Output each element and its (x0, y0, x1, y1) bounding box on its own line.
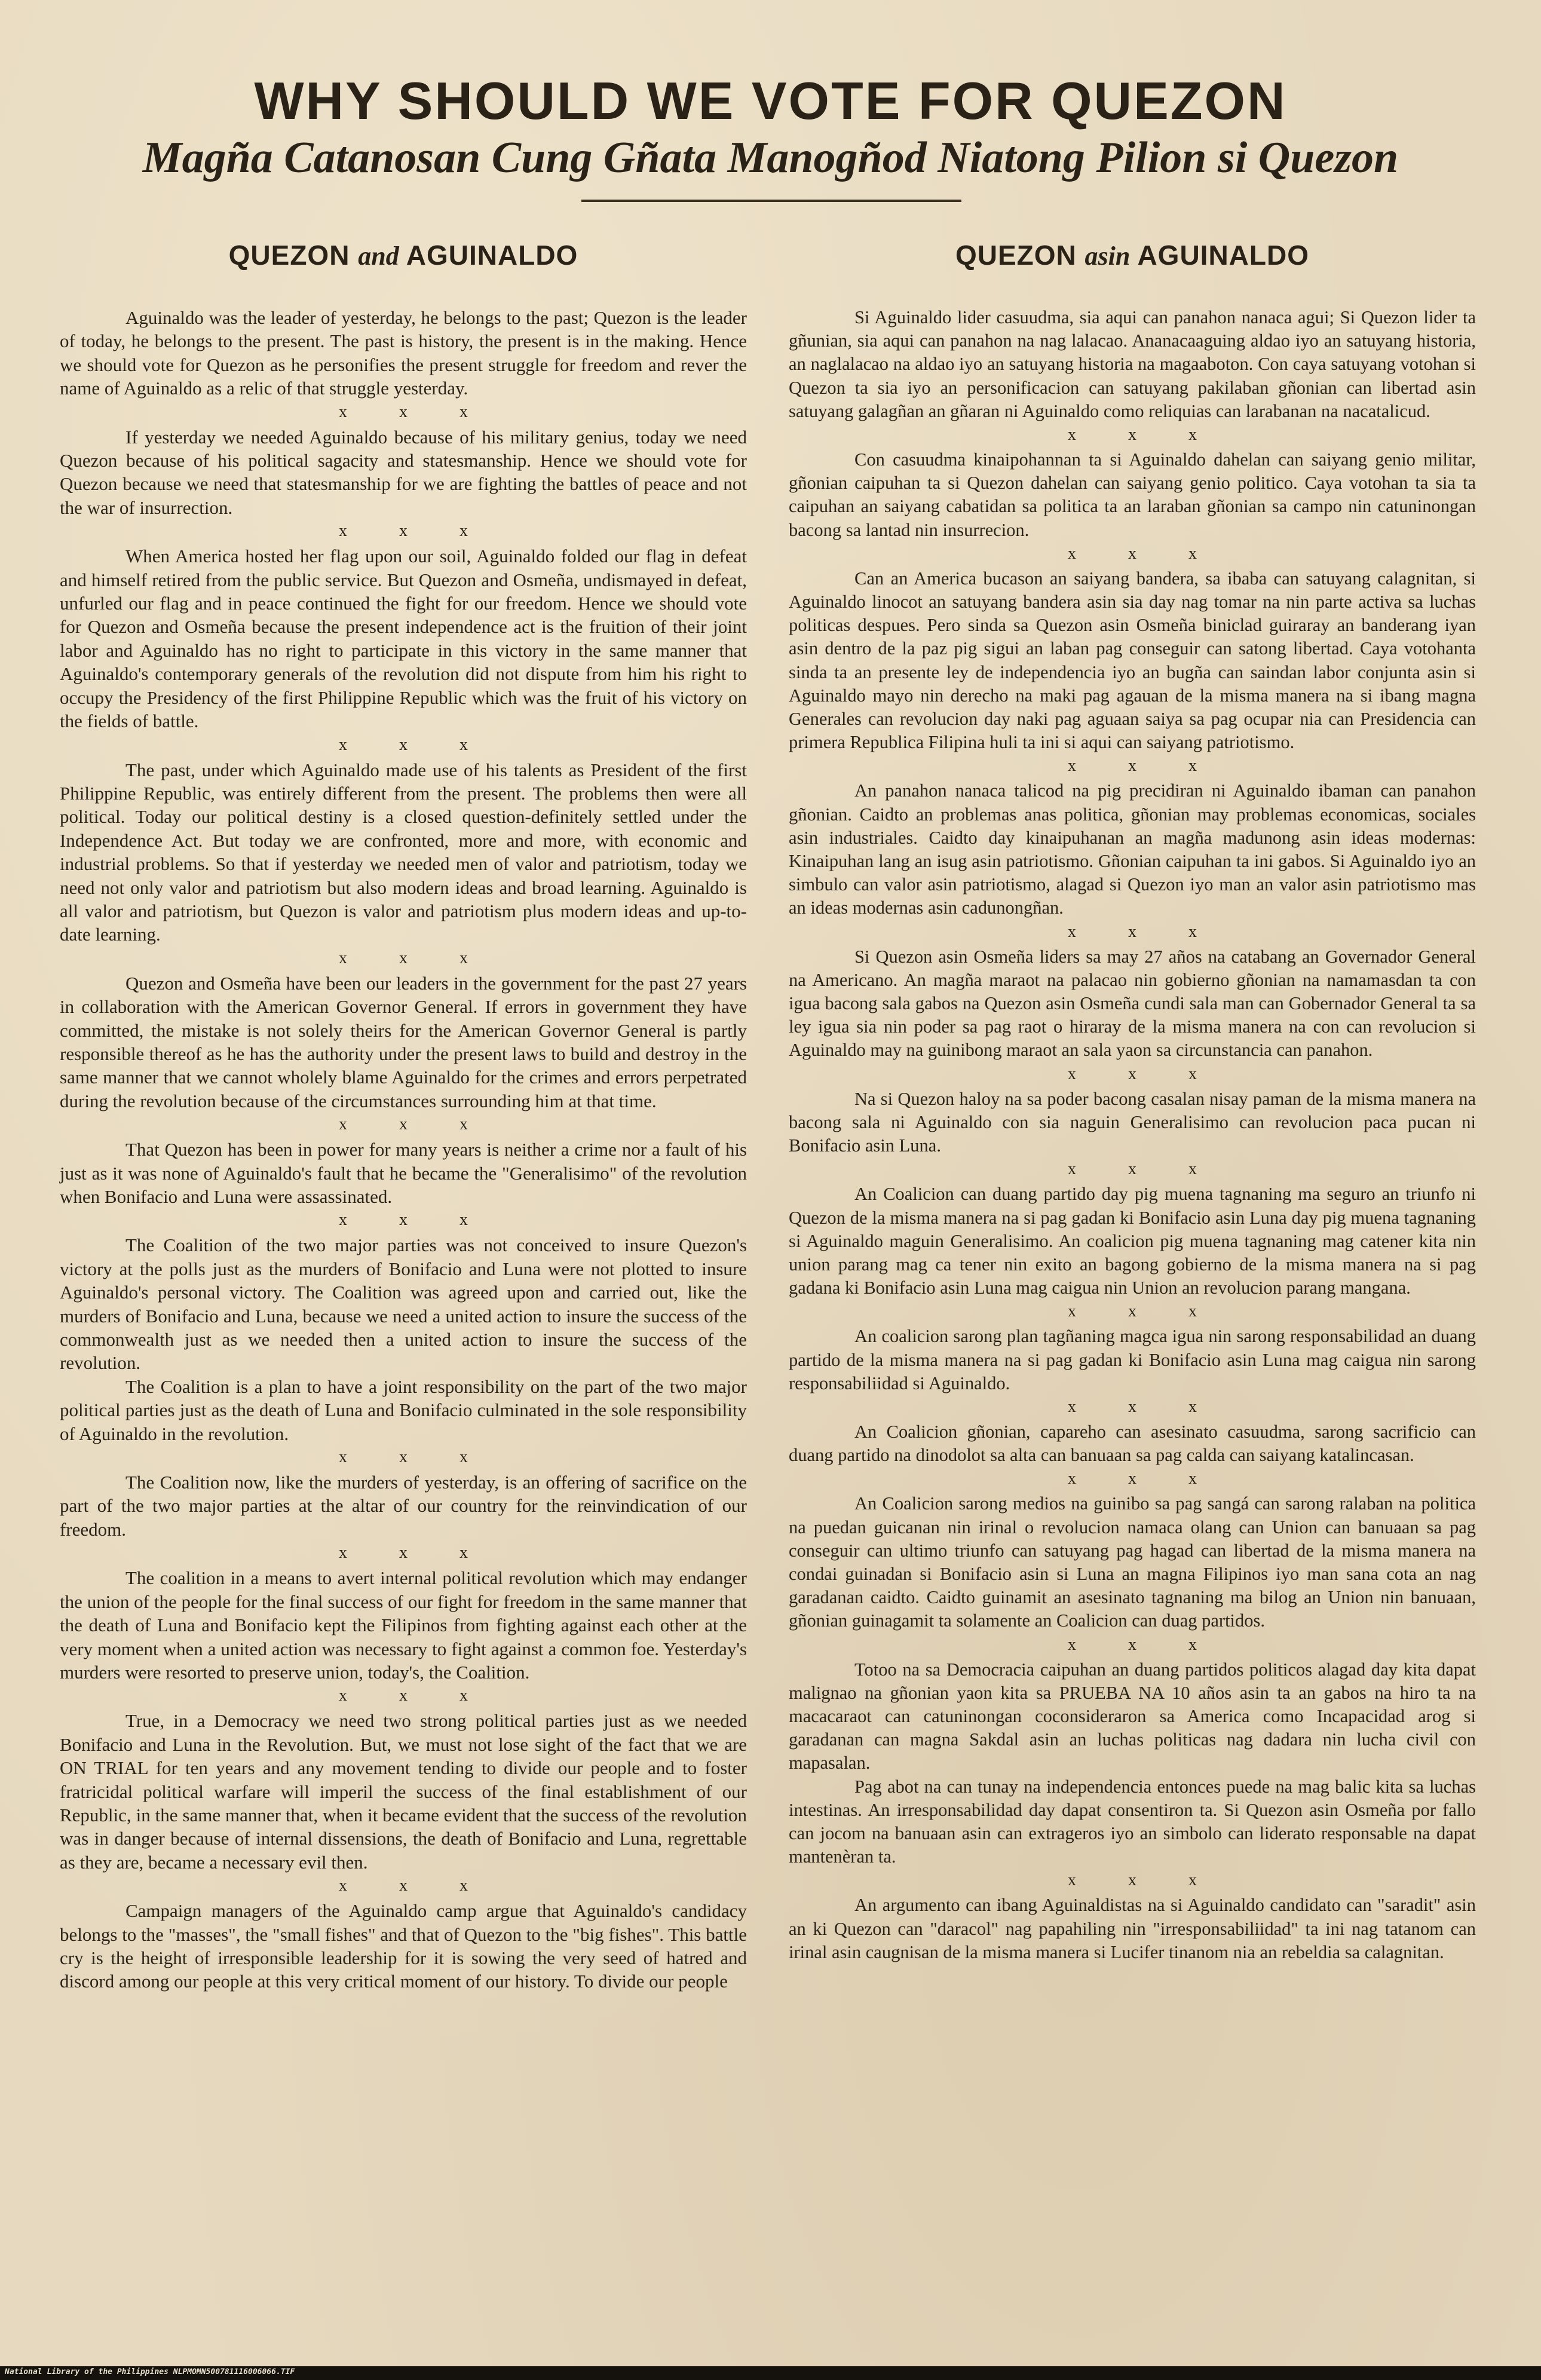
archive-footer-bar (0, 2366, 1541, 2380)
section-separator: x x x (1068, 922, 1221, 941)
section-separator: x x x (339, 1448, 492, 1467)
english-column (60, 239, 747, 1993)
page-subtitle: Magña Catanosan Cung Gñata Manogñod Niatong Pilion si Quezon (142, 133, 1399, 182)
paragraph: Si Aguinaldo lider casuudma, sia aqui can panahon nanaca agui; Si Quezon lider ta gñunian, sia aqui can panahon na nag lalacao. Ananacaaguing aldao iyo an satuyang historia, an naglalacao na aldao iyo an satuyang historia na magaaboton. Con caya satuyang votohan si Quezon ta sia iyo an personificacion can satuyang pakilaban gñonian can libertad asin satuyang galagñan an gñaran ni Aguinaldo como reliquias can larabanan na nacatalicud. (789, 307, 1476, 421)
section-separator: x x x (339, 402, 492, 421)
heading-word-quezon: QUEZON (228, 240, 350, 271)
section-separator: x x x (339, 1211, 492, 1230)
section-separator: x x x (339, 522, 492, 541)
section-separator: x x x (1068, 1064, 1221, 1083)
paragraph: Na si Quezon haloy na sa poder bacong casalan nisay paman de la misma manera na bacong sala ni Aguinaldo con sia naguin Generalisimo can revolucion paca pucan ni Bonifacio asin Luna. (789, 1088, 1476, 1156)
paragraph: If yesterday we needed Aguinaldo because of his military genius, today we need Quezon because of his political sagacity and statesmanship. Hence we should vote for Quezon because we need that statesmanship for we are fighting the battles of peace and not the war of insurrection. (60, 426, 747, 518)
section-separator: x x x (1068, 544, 1221, 563)
paragraph: An Coalicion sarong medios na guinibo sa pag sangá can sarong ralaban na politica na puedan guicanan nin irinal o revolucion namaca olang can Union can banuaan sa pag conseguir can ultimo triunfo can satuyang pag hagad can libertad de la misma manera na condai guinadan si Bonifacio asin si Luna an magna Filipinos iyo man sana cota an nag garadanan caidto. Caidto guinamit an asesinato tagnaning ma bilog an Union nin banuaan, gñonian guinagamit ta solamente an Coalicion can duag partidos. (789, 1493, 1476, 1631)
paragraph: An Coalicion can duang partido day pig muena tagnaning ma seguro an triunfo ni Quezon de la misma manera na si pag gadan ki Bonifacio asin Luna day pig muena tagnaning si Aguinaldo maguin Generalisimo. An coalicion pig muena tagnaning mag catener kita nin union parang mag ca tener nin exito an bagong gobierno de la misma manera na si pag gadana ki Bonifacio asin Luna mag caigua nin Union an revolucion parang mangana. (789, 1184, 1476, 1298)
paragraph: Quezon and Osmeña have been our leaders in the government for the past 27 years in collaboration with the American Governor General. If errors in government they have committed, the mistake is not solely theirs for the American Governor General is partly responsible thereof as he has the authority under the present laws to build and destroy in the same manner that we cannot wholely blame Aguinaldo for the crimes and errors perpetrated during the revolution because of the circumstances surrounding him at that time. (60, 972, 747, 1111)
paragraph: That Quezon has been in power for many years is neither a crime nor a fault of his just as it was none of Aguinaldo's fault that he became the "Generalisimo" of the revolution when Bonifacio and Luna were assassinated. (60, 1139, 747, 1207)
paragraph: Si Quezon asin Osmeña liders sa may 27 años na catabang an Governador General na Americano. An magña maraot na palacao nin gobierno gñonian na namamasdan ta con igua bacong sala gabos na Quezon asin Osmeña cundi sala man can Gobernador General ta sa ley igua sia nin poder sa pag raot o hiraray de la misma manera na con can revolucion si Aguinaldo may na guinibong maraot an sala yaon sa circunstancia can panahon. (789, 946, 1476, 1061)
bikol-column (789, 239, 1476, 1964)
paragraph: An coalicion sarong plan tagñaning magca igua nin sarong responsabilidad an duang partido de la misma manera na si pag gadan ki Bonifacio asin Luna mag caigua nin sarong responsabiliidad si Aguinaldo. (789, 1326, 1476, 1393)
heading-conjunction: and (358, 241, 399, 271)
archive-credit: National Library of the Philippines NLPMOMN500781116006066.TIF (5, 2367, 295, 2376)
english-body (60, 306, 747, 1993)
section-separator: x x x (1068, 1302, 1221, 1321)
section-separator: x x x (1068, 1469, 1221, 1488)
paragraph: The past, under which Aguinaldo made use of his talents as President of the first Philippine Republic, was entirely different from the present. The problems then were all political. Today our political destiny is a closed question-definitely settled under the Independence Act. But today we are confronted, more and more, with economic and industrial problems. So that if yesterday we needed men of valor and patriotism, today we need not only valor and patriotism but also modern ideas and broad learning. Aguinaldo is all valor and patriotism, but Quezon is valor and patriotism plus modern ideas and up-to-date learning. (60, 759, 747, 945)
section-separator: x x x (339, 948, 492, 967)
paragraph: True, in a Democracy we need two strong political parties just as we needed Bonifacio and Luna in the Revolution. But, we must not lose sight of the fact that we are ON TRIAL for ten years and any movement tending to divide our people and to foster fratricidal political warfare will imperil the success of the final establishment of our Republic, in the same manner that, when it became evident that the success of the revolution was in danger because of internal dissensions, the death of Bonifacio and Luna, regrettable as they are, became a necessary evil then. (60, 1710, 747, 1873)
paragraph: The Coalition is a plan to have a joint responsibility on the part of the two major political parties just as the death of Luna and Bonifacio culminated in the sole responsibility of Aguinaldo in the revolution. (60, 1376, 747, 1444)
section-separator: x x x (339, 735, 492, 754)
section-separator: x x x (1068, 1160, 1221, 1179)
paragraph: An Coalicion gñonian, capareho can asesinato casuudma, sarong sacrificio can duang partido na dinodolot sa alta can banuaan sa pag calda can saiyang katalincasan. (789, 1421, 1476, 1466)
heading-word-quezon: QUEZON (955, 240, 1077, 271)
section-separator: x x x (339, 1876, 492, 1895)
bikol-body (789, 306, 1476, 1964)
paragraph: Pag abot na can tunay na independencia entonces puede na mag balic kita sa luchas intestinas. An irresponsabilidad day dapat consentiron ta. Si Quezon asin Osmeña por fallo can jocom na banuaan asin can extrageros iyo an simbolo can liderato responsable na dapat mantenèran ta. (789, 1776, 1476, 1867)
paragraph: Con casuudma kinaipohannan ta si Aguinaldo dahelan can saiyang genio militar, gñonian caipuhan ta si Quezon dahelan can saiyang genio politico. Caya votohan ta sia ta caipuhan an saiyang cabatidan sa politica ta an laraban gñonian sa campo nin catuninongan bacong sa lantad nin insurrecion. (789, 449, 1476, 540)
paragraph: The Coalition of the two major parties was not conceived to insure Quezon's victory at the polls just as the murders of Bonifacio and Luna were not plotted to insure Aguinaldo's personal victory. The Coalition was agreed upon and carried out, like the murders of Bonifacio and Luna, because we need a united action to insure the success of the commonwealth just as we needed then a united action to insure the success of the revolution. (60, 1235, 747, 1374)
bikol-column-heading (789, 239, 1476, 271)
title-divider (581, 200, 961, 202)
heading-word-aguinaldo: AGUINALDO (406, 240, 578, 271)
paragraph: An panahon nanaca talicod na pig precidiran ni Aguinaldo ibaman can panahon gñonian. Caidto an problemas anas politica, gñonian may problemas economicas, sociales asin industriales. Caidto day kinaipuhanan an magña madunong asin ideas modernas: Kinaipuhan lang an isug asin patriotismo. Gñonian caipuhan ta ini gabos. Si Aguinaldo iyo an simbulo can valor asin patriotismo, alagad si Quezon iyo man an valor asin patriotismo mas an ideas modernas asin cadunongñan. (789, 780, 1476, 918)
paragraph: Can an America bucason an saiyang bandera, sa ibaba can satuyang calagnitan, si Aguinaldo linocot an satuyang bandera asin sia day nag tomar na nin parte activa sa luchas politicas despues. Pero sinda sa Quezon asin Osmeña biniclad guiraray an banderang iyan asin dentro de la paz pig sigui an laban pag conseguir can satong libertad. Caya votohanta sinda ta an presente ley de independencia iyo an bugña can saindan labor conjunta asin si Aguinaldo mayo nin derecho na maki pag agauan de la misma manera na si ibang magna Generales can revolucion day naki pag aguaan saiya sa pag ocupar nia can Presidencia can primera Republica Filipina huli ta ini si aqui can saiyang patriotismo. (789, 568, 1476, 753)
section-separator: x x x (1068, 756, 1221, 776)
paragraph: Totoo na sa Democracia caipuhan an duang partidos politicos alagad day kita dapat malignao na gñonian yaon kita sa PRUEBA NA 10 años asin ta an gabos na hiro ta na macacaraot can catuninongan coconsideraron sa America como Incapacidad arog si garadanan can magna Sakdal asin an luchas politicas nag dadara nin lucha civil con mapasalan. (789, 1659, 1476, 1773)
paragraph: An argumento can ibang Aguinaldistas na si Aguinaldo candidato can "saradit" asin an ki Quezon can "daracol" nag papahiling nin "irresponsabiliidad" ta ini nag tatanom can irinal asin caugnisan de la misma manera si Lucifer tinanom nia an rebeldia sa calagnitan. (789, 1895, 1476, 1962)
heading-word-aguinaldo: AGUINALDO (1137, 240, 1309, 271)
section-separator: x x x (1068, 1871, 1221, 1890)
paragraph: The coalition in a means to avert internal political revolution which may endanger the union of the people for the final success of our fight for freedom in the same manner that the death of Luna and Bonifacio kept the Filipinos from fighting against each other at the very moment when a united action was necessary to fight against a common foe. Yesterday's murders were resorted to preserve union, today's, the Coalition. (60, 1567, 747, 1683)
english-column-heading (60, 239, 747, 271)
paragraph: The Coalition now, like the murders of yesterday, is an offering of sacrifice on the part of the two major parties at the altar of our country for the reinvindication of our freedom. (60, 1472, 747, 1540)
section-separator: x x x (1068, 1635, 1221, 1654)
section-separator: x x x (339, 1115, 492, 1134)
page-title: WHY SHOULD WE VOTE FOR QUEZON (254, 71, 1287, 130)
paragraph: Aguinaldo was the leader of yesterday, he belongs to the past; Quezon is the leader of today, he belongs to the present. The past is history, the present is in the making. Hence we should vote for Quezon as he personifies the present struggle for freedom and rever the name of Aguinaldo as a relic of that struggle yesterday. (60, 307, 747, 399)
section-separator: x x x (1068, 425, 1221, 445)
paragraph: When America hosted her flag upon our soil, Aguinaldo folded our flag in defeat and himself retired from the public service. But Quezon and Osmeña, undismayed in defeat, unfurled our flag and in peace continued the fight for our freedom. Hence we should vote for Quezon and Osmeña because the present independence act is the fruition of their joint labor and Aguinaldo has no right to participate in this victory in the same manner that Aguinaldo's contemporary generals of the revolution did not dispute from him his right to occupy the Presidency of the first Philippine Republic which was the fruit of his victory on the fields of battle. (60, 546, 747, 732)
section-separator: x x x (1068, 1397, 1221, 1416)
section-separator: x x x (339, 1543, 492, 1563)
section-separator: x x x (339, 1686, 492, 1705)
paragraph: Campaign managers of the Aguinaldo camp argue that Aguinaldo's candidacy belongs to the "masses", the "small fishes" and that of Quezon to the "big fishes". This battle cry is the height of irresponsible leadership for it is sowing the very seed of hatred and discord among our people at this very critical moment of our history. To divide our people (60, 1900, 747, 1992)
heading-conjunction: asin (1084, 241, 1131, 271)
